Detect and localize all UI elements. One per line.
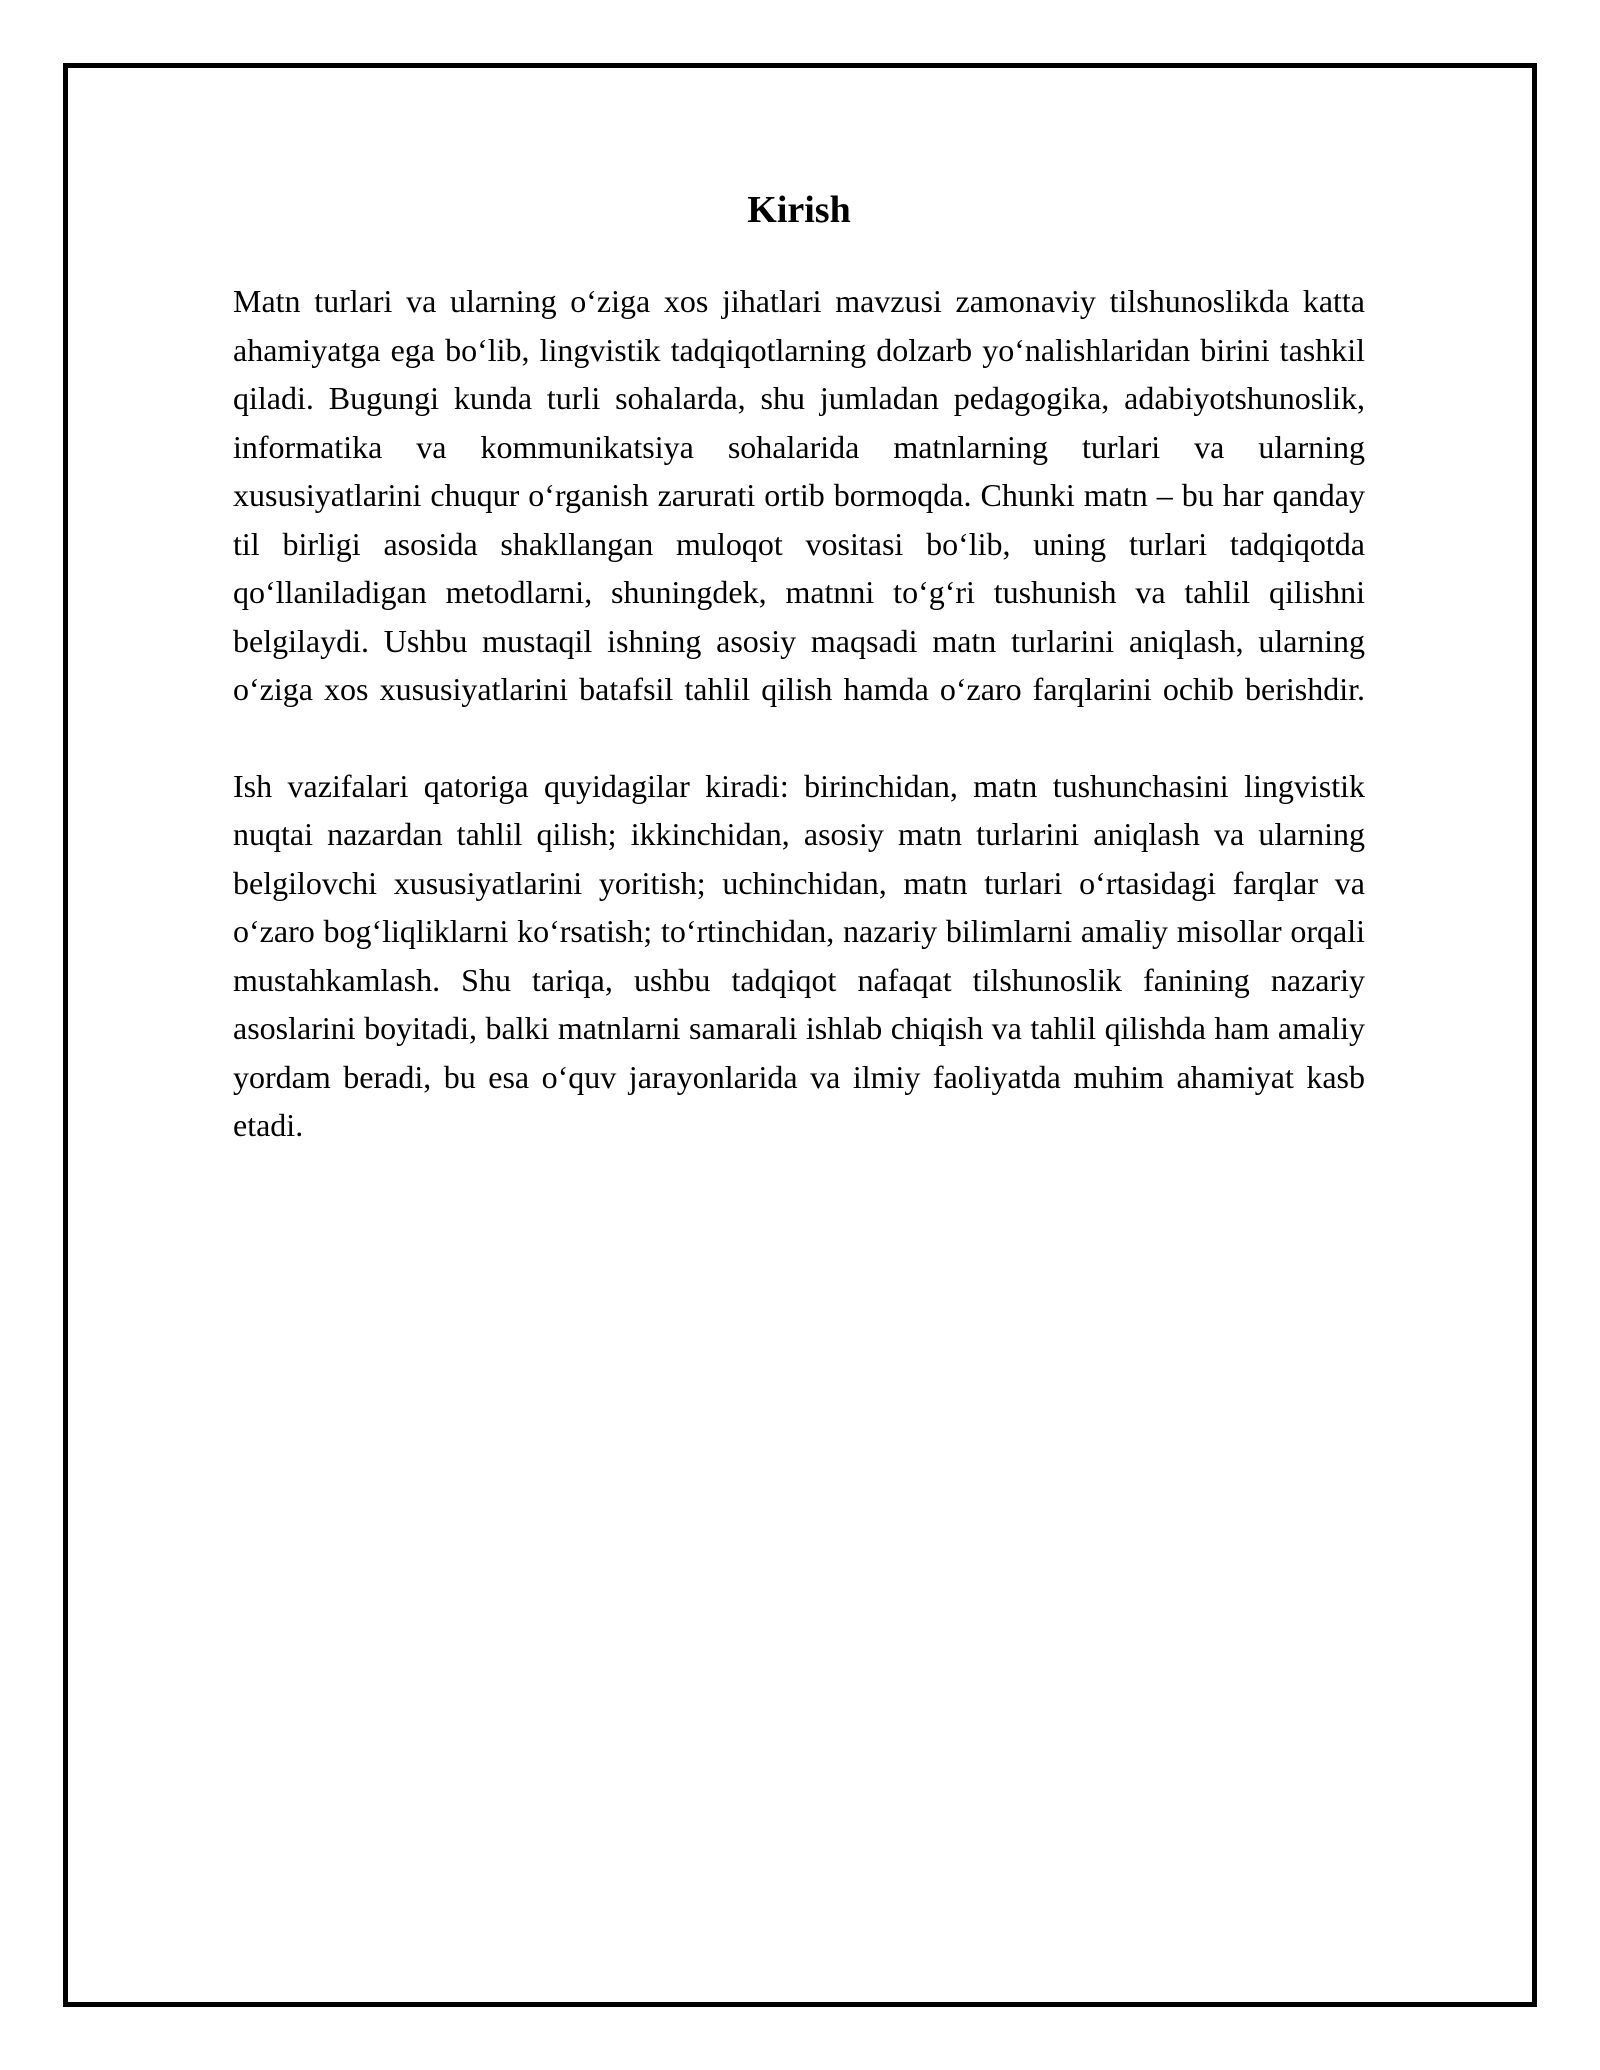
document-body [233, 185, 1365, 1150]
page-title: Kirish [747, 189, 851, 231]
paragraph-spacer [233, 714, 1365, 762]
intro-paragraph: Matn turlari va ularning oʻziga xos jihatlari mavzusi zamonaviy tilshunoslikda katta ahamiyatga ega boʻlib, lingvistik tadqiqotlarning dolzarb yoʻnalishlaridan birini tashkil qiladi. Bugungi kunda turli sohalarda, shu jumladan pedagogika, adabiyotshunoslik, informatika va kommunikatsiya sohalarida matnlarning turlari va ularning xususiyatlarini chuqur oʻrganish zarurati ortib bormoqda. Chunki matn – bu har qanday til birligi asosida shakllangan muloqot vositasi boʻlib, uning turlari tadqiqotda qoʻllaniladigan metodlarni, shuningdek, matnni toʻgʻri tushunish va tahlil qilishni belgilaydi. Ushbu mustaqil ishning asosiy maqsadi matn turlarini aniqlash, ularning oʻziga xos xususiyatlarini batafsil tahlil qilish hamda oʻzaro farqlarini ochib berishdir. [233, 283, 1365, 707]
tasks-paragraph: Ish vazifalari qatoriga quyidagilar kiradi: birinchidan, matn tushunchasini lingvistik nuqtai nazardan tahlil qilish; ikkinchidan, asosiy matn turlarini aniqlash va ularning belgilovchi xususiyatlarini yoritish; uchinchidan, matn turlari oʻrtasidagi farqlar va oʻzaro bogʻliqliklarni koʻrsatish; toʻrtinchidan, nazariy bilimlarni amaliy misollar orqali mustahkamlash. Shu tariqa, ushbu tadqiqot nafaqat tilshunoslik fanining nazariy asoslarini boyitadi, balki matnlarni samarali ishlab chiqish va tahlil qilishda ham amaliy yordam beradi, bu esa oʻquv jarayonlarida va ilmiy faoliyatda muhim ahamiyat kasb etadi. [233, 767, 1365, 1143]
